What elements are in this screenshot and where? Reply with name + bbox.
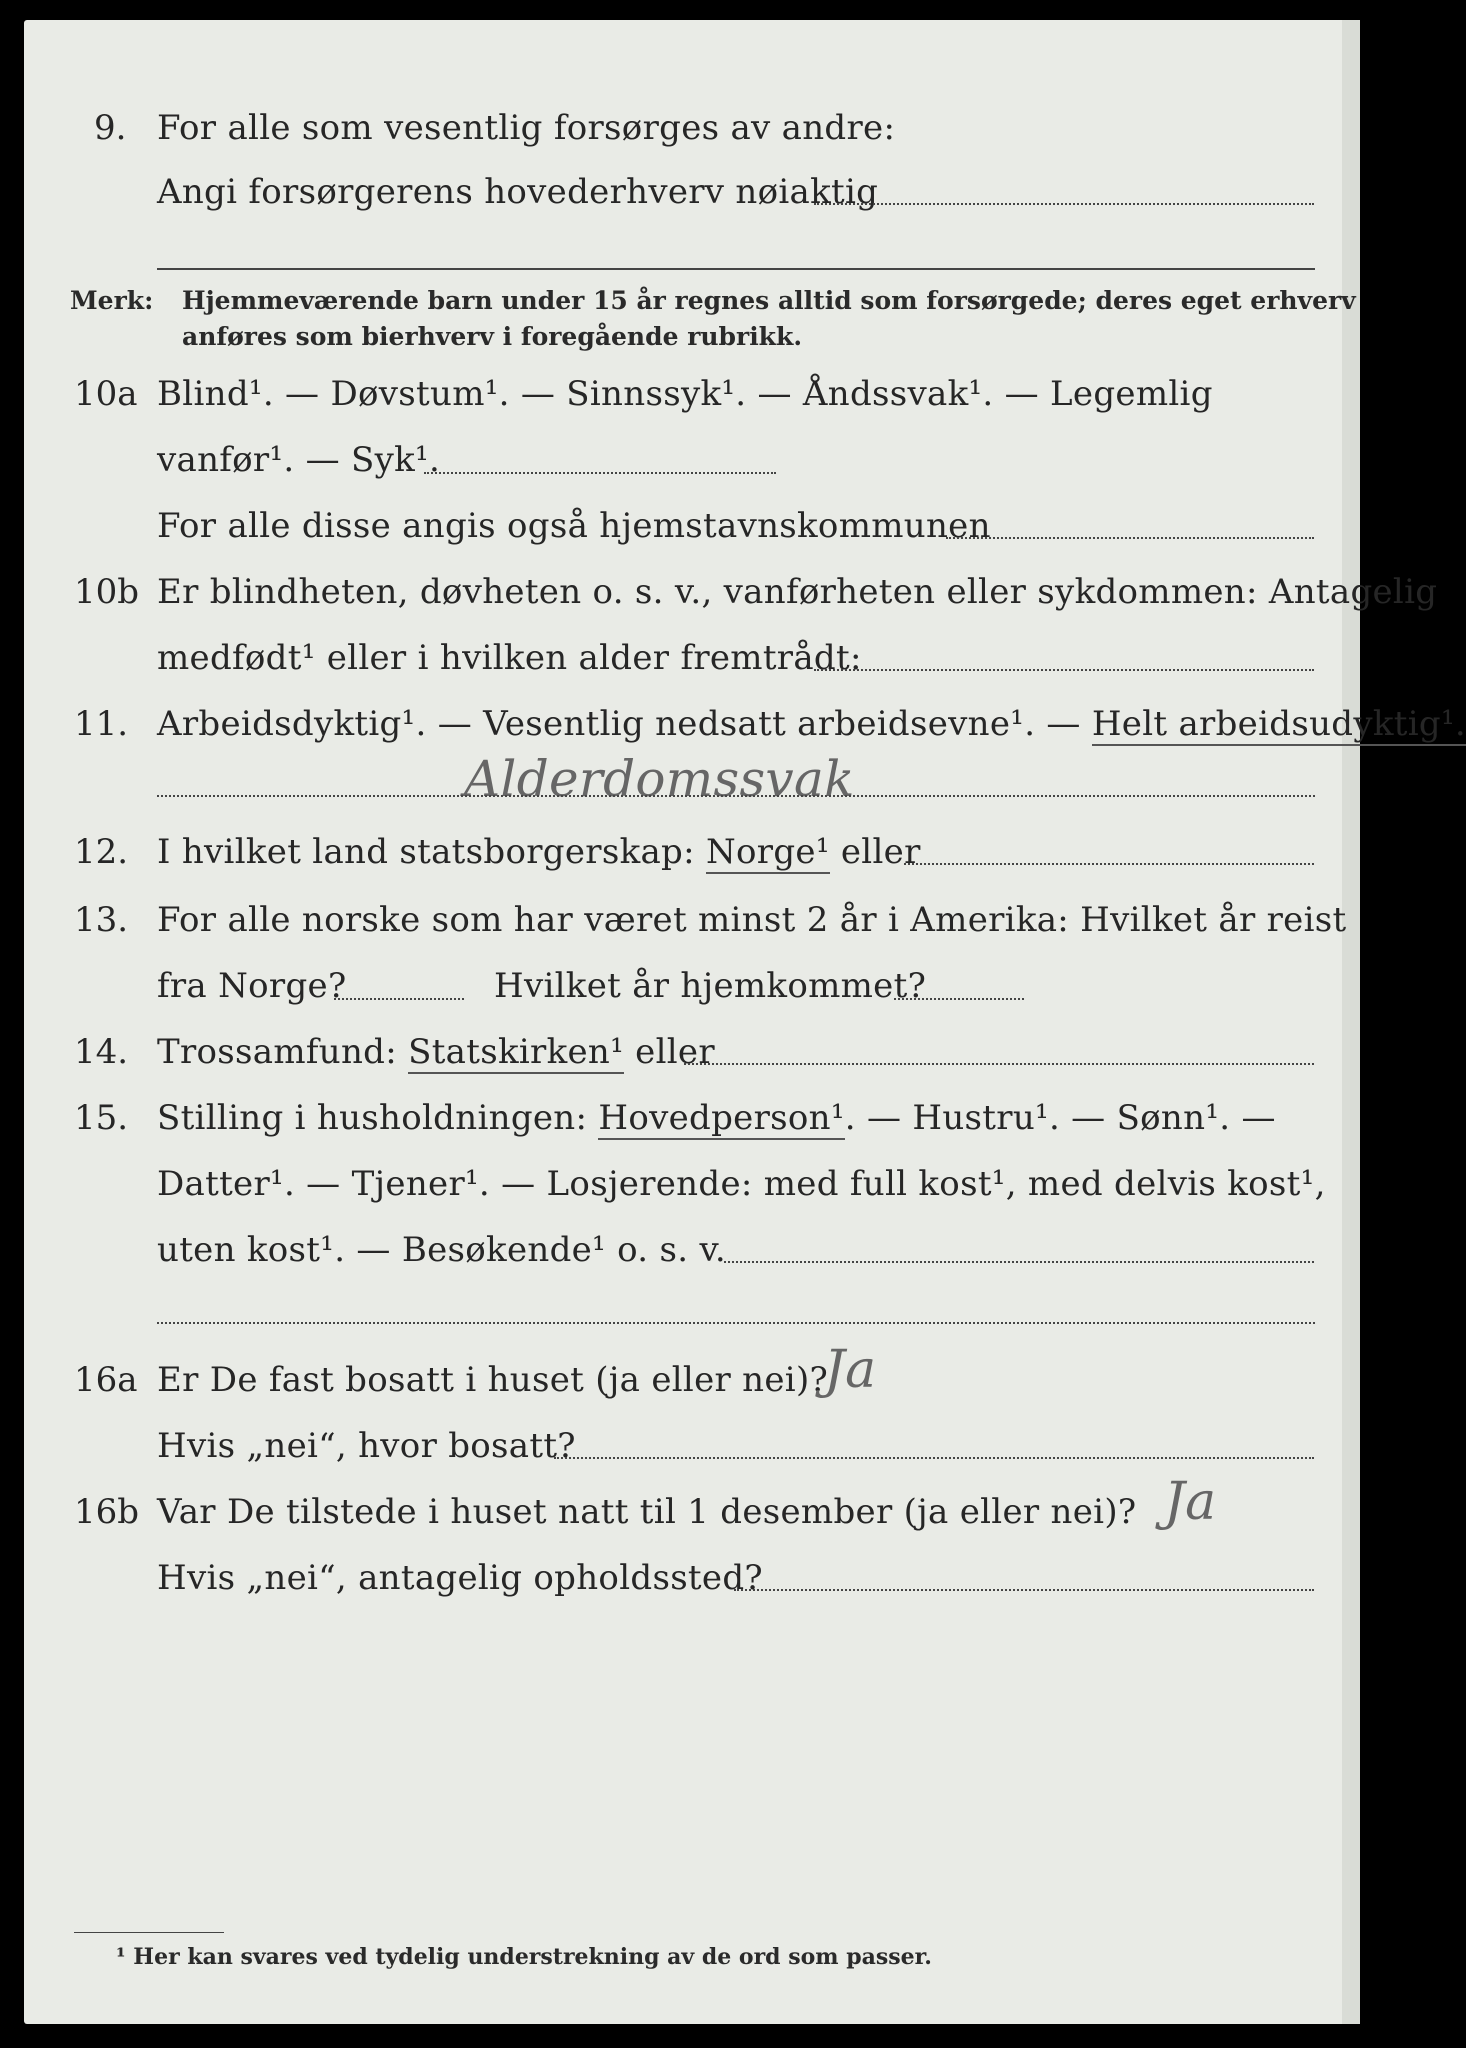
q10a-number: 10a <box>74 374 138 414</box>
q10b-line2: medfødt¹ eller i hvilken alder fremtrådt: <box>157 638 862 678</box>
q11-answer-line <box>157 795 1315 797</box>
q12-number: 12. <box>74 832 129 872</box>
q10a-line2: vanfør¹. — Syk¹. <box>157 440 441 480</box>
q9-line1: For alle som vesentlig forsørges av andre: <box>157 108 896 148</box>
q16b-number: 16b <box>74 1492 140 1532</box>
q11-handwritten-answer: Alderdomssvak <box>464 750 855 808</box>
q13-line2a: fra Norge? <box>157 966 347 1006</box>
q16a-answer-line <box>554 1457 1314 1459</box>
q15-separator <box>157 1322 1315 1324</box>
q11-text-a: Arbeidsdyktig¹. — Vesentlig nedsatt arbeidsevne¹. — <box>157 704 1092 744</box>
q14-line <box>157 1032 715 1072</box>
q16b-line2: Hvis „nei“, antagelig opholdssted? <box>157 1558 763 1598</box>
q14-underlined-option: Statskirken¹ <box>408 1032 625 1072</box>
q12-text-a: I hvilket land statsborgerskap: <box>157 832 706 872</box>
q11-number: 11. <box>74 704 129 744</box>
q15-line2: Datter¹. — Tjener¹. — Losjerende: med full kost¹, med delvis kost¹, <box>157 1164 1326 1204</box>
footnote: ¹ Her kan svares ved tydelig understrekning av de ord som passer. <box>116 1944 932 1970</box>
merk-line1: Hjemmeværende barn under 15 år regnes alltid som forsørgede; deres eget erhverv <box>182 286 1356 315</box>
q11-line1 <box>157 704 1466 744</box>
q9-number: 9. <box>94 108 127 148</box>
q12-text-c: eller <box>829 832 921 872</box>
q14-text-a: Trossamfund: <box>157 1032 409 1072</box>
q12-line <box>157 832 921 872</box>
q13-line1: For alle norske som har været minst 2 år i Amerika: Hvilket år reist <box>157 900 1347 940</box>
q9-answer-line <box>814 203 1314 205</box>
q12-answer-line <box>904 863 1314 865</box>
q15-answer-line <box>724 1261 1314 1263</box>
form-page <box>24 20 1466 2024</box>
q16b-line1: Var De tilstede i huset natt til 1 desember (ja eller nei)? <box>157 1492 1137 1532</box>
q10a-answer-line <box>424 472 776 474</box>
q11-underlined-option: Helt arbeidsudyktig¹. <box>1091 704 1466 744</box>
q16a-number: 16a <box>74 1360 138 1400</box>
merk-label: Merk: <box>70 286 154 315</box>
q15-number: 15. <box>74 1098 129 1138</box>
q13-departure-line <box>334 998 464 1000</box>
q10a-municipality-line <box>946 537 1314 539</box>
q10b-answer-line <box>814 669 1314 671</box>
footnote-rule <box>74 1932 224 1933</box>
q16a-line1: Er De fast bosatt i huset (ja eller nei)? <box>157 1360 829 1400</box>
q15-text-a: Stilling i husholdningen: <box>157 1098 599 1138</box>
q16a-handwritten-answer: Ja <box>824 1340 877 1400</box>
q10b-line1: Er blindheten, døvheten o. s. v., vanførheten eller sykdommen: Antagelig <box>157 572 1438 612</box>
q9-line2: Angi forsørgerens hovederhverv nøiaktig <box>157 172 879 212</box>
q14-text-c: eller <box>624 1032 715 1072</box>
page-edge <box>1342 20 1360 2024</box>
q10b-number: 10b <box>74 572 140 612</box>
q12-underlined-option: Norge¹ <box>705 832 830 872</box>
q10a-line3: For alle disse angis også hjemstavnskommunen <box>157 506 991 546</box>
q16b-answer-line <box>734 1589 1314 1591</box>
q16b-handwritten-answer: Ja <box>1164 1472 1217 1532</box>
q15-text-c: . — Hustru¹. — Sønn¹. — <box>844 1098 1276 1138</box>
merk-line2: anføres som bierhverv i foregående rubrikk. <box>182 322 803 351</box>
q14-number: 14. <box>74 1032 129 1072</box>
q10a-line1: Blind¹. — Døvstum¹. — Sinnssyk¹. — Åndssvak¹. — Legemlig <box>157 374 1213 414</box>
q15-line1 <box>157 1098 1276 1138</box>
q15-underlined-option: Hovedperson¹ <box>598 1098 845 1138</box>
q13-line2b: Hvilket år hjemkommet? <box>494 966 927 1006</box>
q14-answer-line <box>684 1063 1314 1065</box>
q15-line3: uten kost¹. — Besøkende¹ o. s. v. <box>157 1230 727 1270</box>
q13-number: 13. <box>74 900 129 940</box>
q13-return-line <box>894 998 1024 1000</box>
q9-separator <box>157 268 1315 270</box>
q16a-line2: Hvis „nei“, hvor bosatt? <box>157 1426 576 1466</box>
